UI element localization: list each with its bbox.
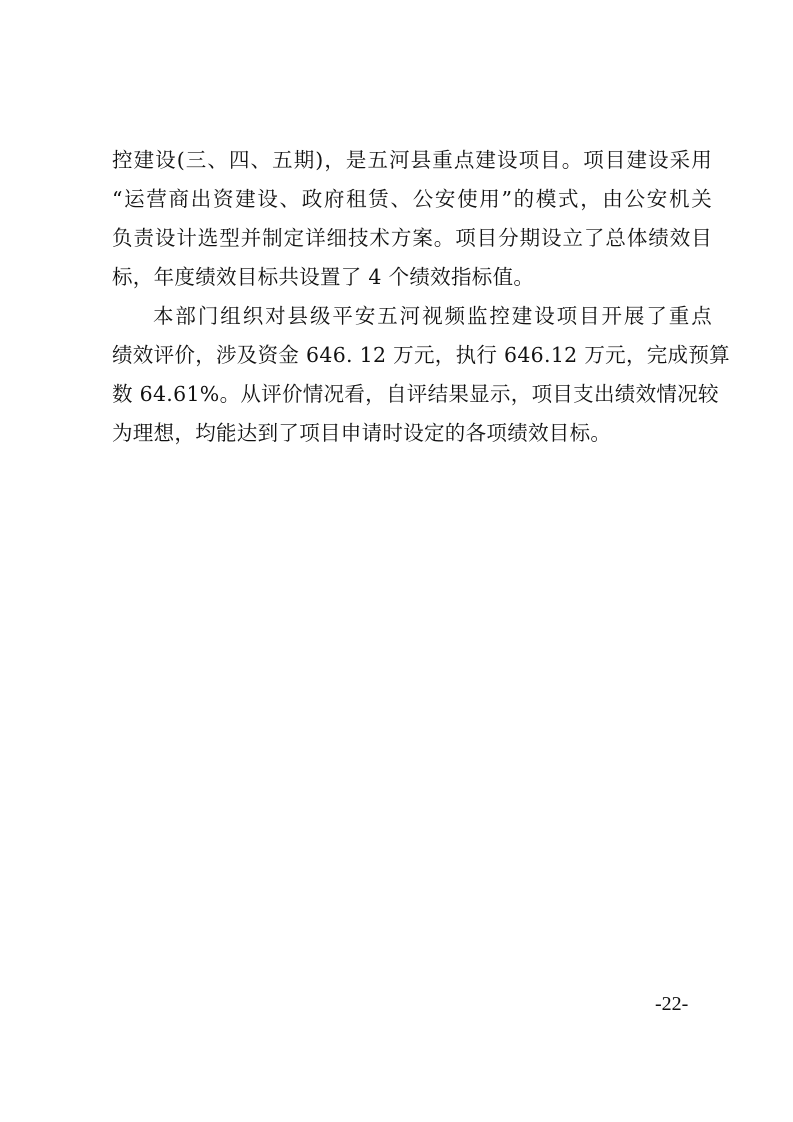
page-number: -22- [655,993,689,1015]
text-line: “运营商出资建设、政府租赁、公安使用”的模式，由公安机关 [112,187,712,211]
text-line: 控建设(三、四、五期)，是五河县重点建设项目。项目建设采用 [112,148,712,172]
text-line: 绩效评价，涉及资金 646. 12 万元，执行 646.12 万元，完成预算 [112,343,730,367]
text-line: 负责设计选型并制定详细技术方案。项目分期设立了总体绩效目 [112,226,712,250]
document-body [112,141,730,453]
paragraph-2 [112,297,730,453]
text-line: 为理想，均能达到了项目申请时设定的各项绩效目标。 [112,421,612,445]
paragraph-1 [112,141,712,297]
text-line: 本部门组织对县级平安五河视频监控建设项目开展了重点 [153,304,712,328]
text-line: 标，年度绩效目标共设置了 4 个绩效指标值。 [112,265,535,289]
text-line: 数 64.61%。从评价情况看，自评结果显示，项目支出绩效情况较 [112,382,719,406]
